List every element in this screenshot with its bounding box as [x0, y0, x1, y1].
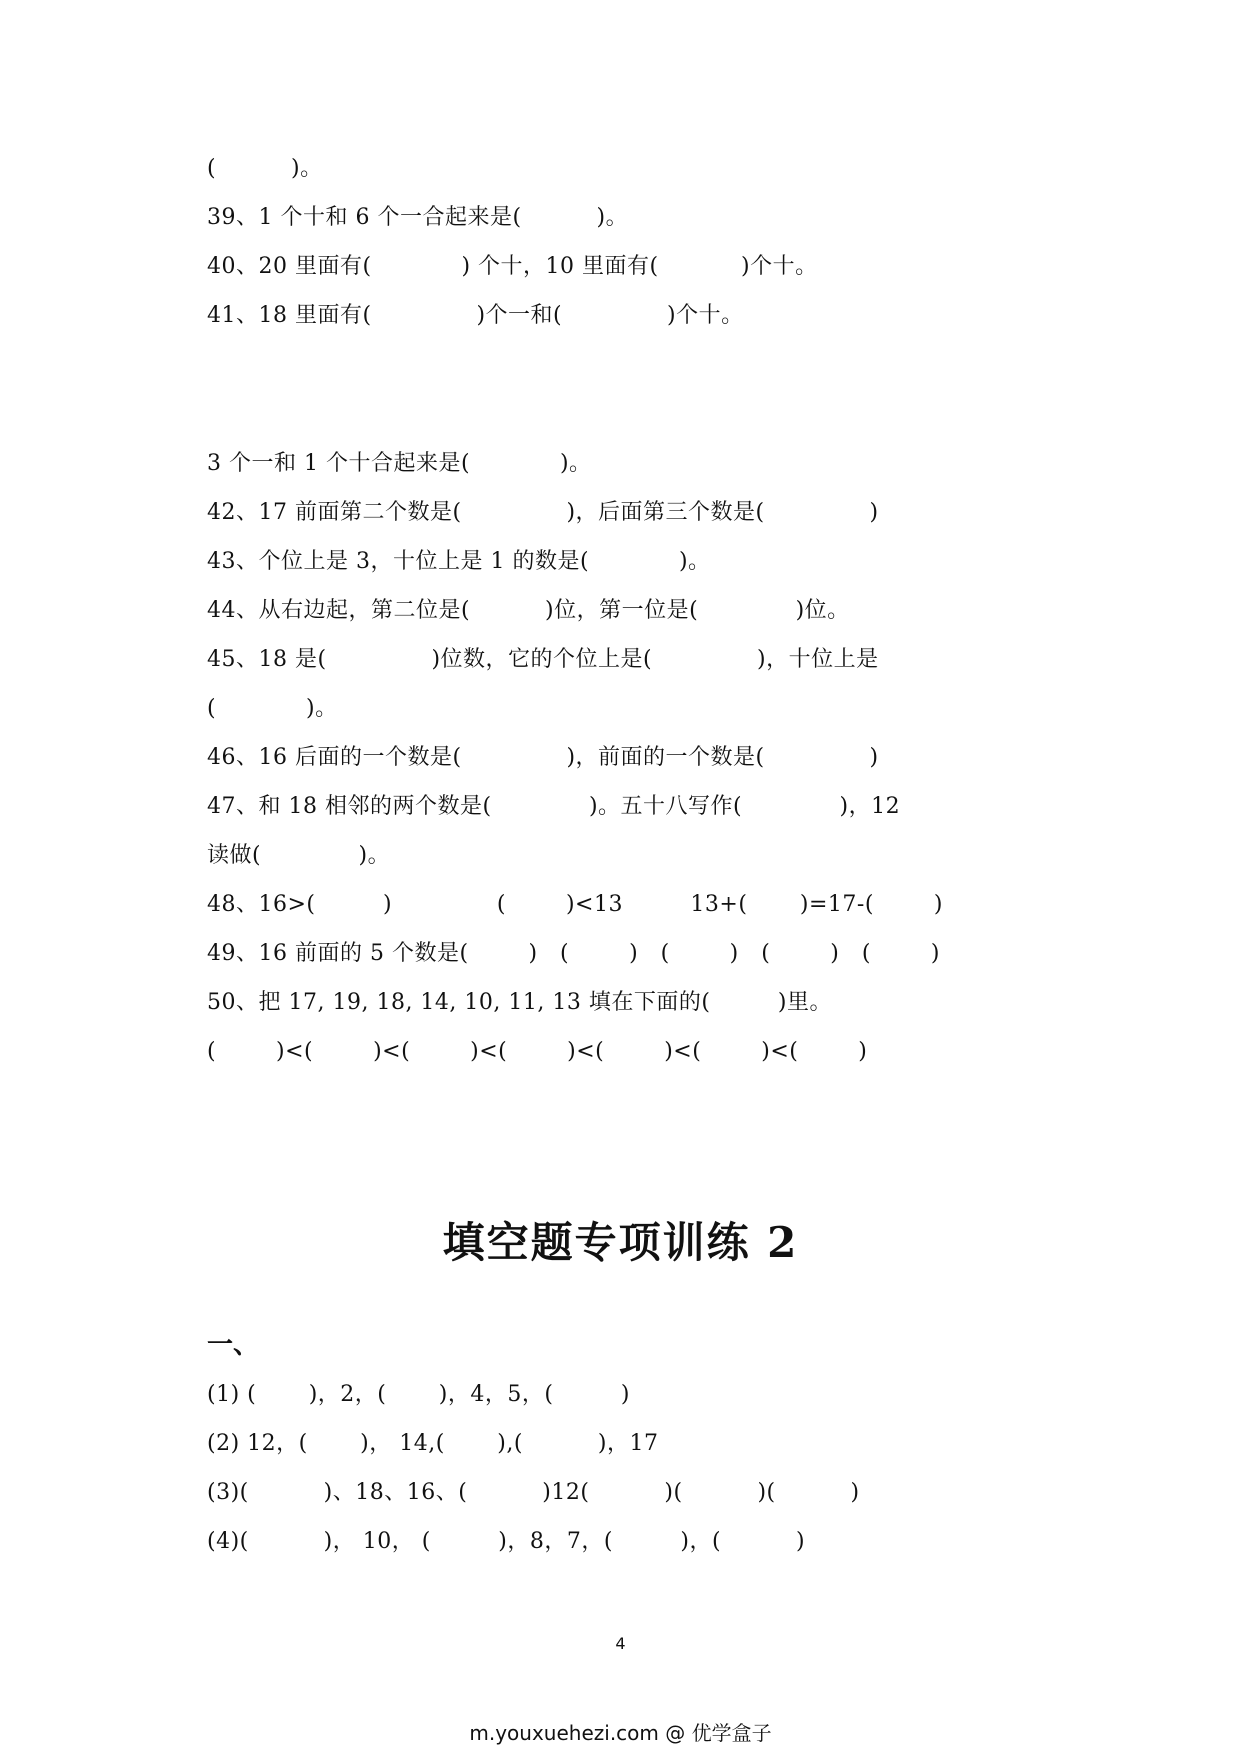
question-38-continuation: ( )。 [207, 156, 323, 181]
exercise-1: (1) ( )，2，( )，4，5，( ) [207, 1382, 630, 1407]
question-50: 50、把 17, 19, 18, 14, 10, 11, 13 填在下面的( )里。 [207, 990, 832, 1015]
exercise-4: (4)( )， 10， ( )，8，7，( )，( ) [207, 1529, 806, 1554]
footer-watermark: m.youxuehezi.com @ 优学盒子 [469, 1721, 772, 1745]
page-number: 4 [615, 1634, 626, 1653]
question-47-continuation: 读做( )。 [207, 843, 391, 868]
exercise-3: (3)( )、18、16、( )12( )( )( ) [207, 1480, 860, 1505]
question-43: 43、个位上是 3，十位上是 1 的数是( )。 [207, 549, 711, 574]
question-45: 45、18 是( )位数，它的个位上是( )，十位上是 [207, 647, 879, 672]
question-44: 44、从右边起，第二位是( )位，第一位是( )位。 [207, 598, 850, 623]
question-49: 49、16 前面的 5 个数是( ) ( ) ( ) ( ) ( ) [207, 941, 940, 966]
question-48: 48、16>( ) ( )<13 13+( )=17-( ) [207, 892, 943, 917]
question-40: 40、20 里面有( ) 个十，10 里面有( )个十。 [207, 254, 818, 279]
section-title: 填空题专项训练 2 [442, 1218, 799, 1267]
question-46: 46、16 后面的一个数是( )，前面的一个数是( ) [207, 745, 879, 770]
question-42: 42、17 前面第二个数是( )，后面第三个数是( ) [207, 500, 879, 525]
question-41: 41、18 里面有( )个一和( )个十。 [207, 303, 744, 328]
question-unnumbered: 3 个一和 1 个十合起来是( )。 [207, 451, 592, 476]
exercise-2: (2) 12，( )， 14,( ),( )，17 [207, 1431, 659, 1456]
question-50-blanks: ( )<( )<( )<( )<( )<( )<( ) [207, 1039, 868, 1064]
section-heading: 一、 [207, 1330, 260, 1360]
question-39: 39、1 个十和 6 个一合起来是( )。 [207, 205, 629, 230]
question-45-continuation: ( )。 [207, 696, 338, 721]
question-47: 47、和 18 相邻的两个数是( )。五十八写作( )，12 [207, 794, 901, 819]
